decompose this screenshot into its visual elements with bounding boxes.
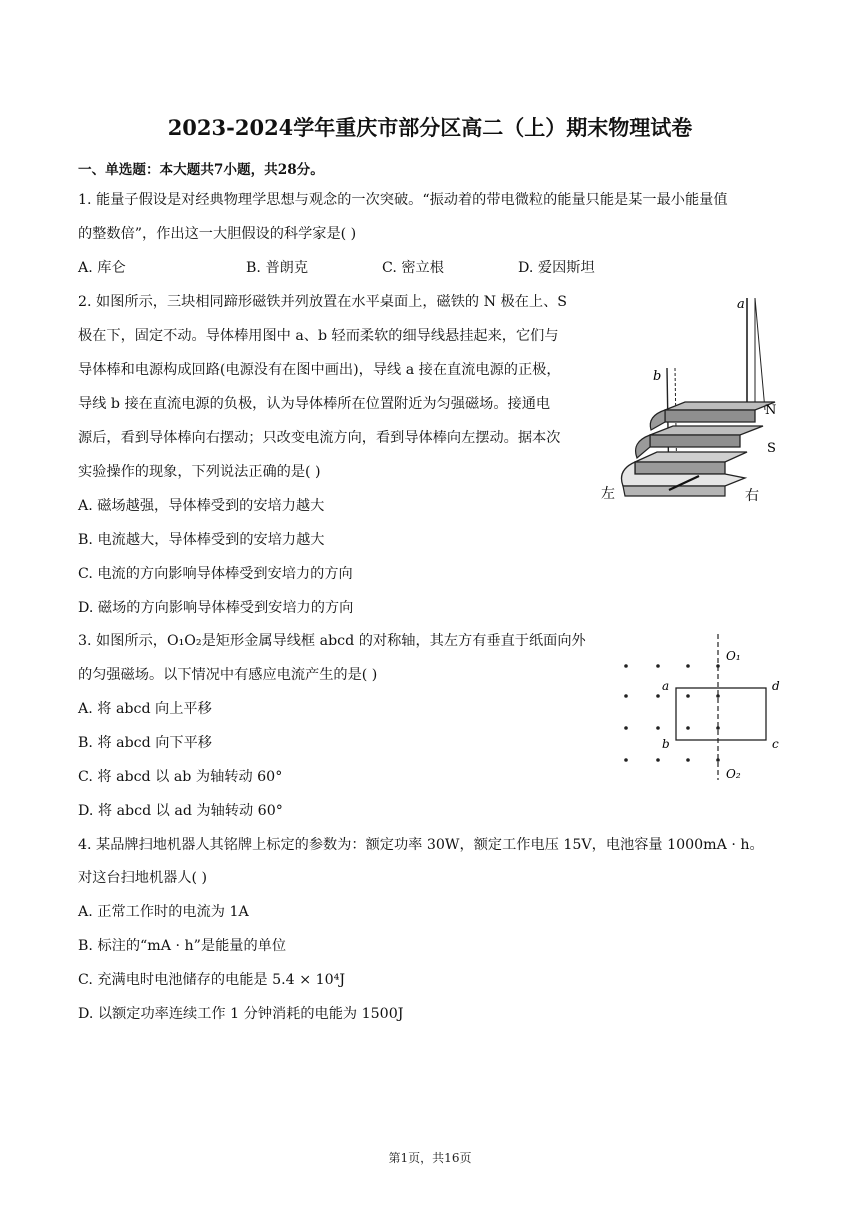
section-heading: 一、单选题：本大题共7小题，共28分。 [78, 162, 324, 178]
label-corner-b: b [662, 737, 670, 751]
q2-stem-line-1: 2. 如图所示，三块相同蹄形磁铁并列放置在水平桌面上，磁铁的 N 极在上、S [78, 294, 568, 310]
q2-stem-line-3: 导体棒和电源构成回路(电源没有在图中画出)，导线 a 接在直流电源的正极， [78, 362, 561, 378]
label-corner-c: c [772, 737, 779, 751]
q4-stem-line-2: 对这台扫地机器人( ) [78, 870, 208, 886]
q1-option-b: B. 普朗克 [246, 260, 309, 276]
q3-option-b: B. 将 abcd 向下平移 [78, 735, 212, 751]
q2-stem-line-4: 导线 b 接在直流电源的负极，认为导体棒所在位置附近为匀强磁场。接通电 [78, 396, 551, 412]
q1-stem-line-1: 1. 能量子假设是对经典物理学思想与观念的一次突破。“振动着的带电微粒的能量只能是某一最小能量值 [78, 192, 728, 208]
q3-option-c: C. 将 abcd 以 ab 为轴转动 60° [78, 769, 283, 785]
label-o1: O₁ [726, 649, 741, 663]
q2-stem-line-2: 极在下，固定不动。导体棒用图中 a、b 轻而柔软的细导线悬挂起来，它们与 [78, 328, 559, 344]
q3-stem-line-1: 3. 如图所示，O₁O₂是矩形金属导线框 abcd 的对称轴，其左方有垂直于纸面向外 [78, 633, 586, 649]
q4-option-b: B. 标注的“mA · h”是能量的单位 [78, 938, 287, 954]
q2-option-b: B. 电流越大，导体棒受到的安培力越大 [78, 532, 325, 548]
loop-figure [612, 630, 792, 790]
magnet-bottom [622, 452, 748, 496]
label-o2: O₂ [726, 767, 741, 781]
page-title: 2023-2024学年重庆市部分区高二（上）期末物理试卷 [167, 115, 693, 140]
q4-option-c: C. 充满电时电池储存的电能是 5.4 × 10⁴J [78, 972, 346, 988]
field-dots [624, 664, 720, 762]
label-left: 左 [601, 486, 615, 502]
q1-option-c: C. 密立根 [382, 260, 444, 276]
label-corner-d: d [772, 679, 780, 693]
label-right: 右 [745, 488, 759, 504]
q4-stem-line-1: 4. 某品牌扫地机器人其铭牌上标定的参数为：额定功率 30W，额定工作电压 15V，电池容量 1000mA · h。 [78, 837, 764, 853]
q2-stem-line-5: 源后，看到导体棒向右摆动；只改变电流方向，看到导体棒向左摆动。据本次 [78, 430, 561, 446]
q1-option-d: D. 爱因斯坦 [518, 260, 595, 276]
label-s: S [767, 441, 776, 456]
q2-option-a: A. 磁场越强，导体棒受到的安培力越大 [78, 498, 325, 514]
q2-option-c: C. 电流的方向影响导体棒受到安培力的方向 [78, 566, 353, 582]
q3-stem-line-2: 的匀强磁场。以下情况中有感应电流产生的是( ) [78, 667, 378, 683]
label-b: b [653, 369, 662, 384]
q2-stem-line-6: 实验操作的现象，下列说法正确的是( ) [78, 464, 321, 480]
label-n: N [765, 403, 777, 418]
q4-option-d: D. 以额定功率连续工作 1 分钟消耗的电能为 1500J [78, 1006, 404, 1022]
q1-option-a: A. 库仑 [78, 260, 126, 276]
magnet-figure [595, 290, 785, 512]
label-a: a [737, 297, 745, 312]
q1-stem-line-2: 的整数倍”，作出这一大胆假设的科学家是( ) [78, 226, 357, 242]
q3-option-a: A. 将 abcd 向上平移 [78, 701, 212, 717]
q2-option-d: D. 磁场的方向影响导体棒受到安培力的方向 [78, 600, 354, 616]
q3-option-d: D. 将 abcd 以 ad 为轴转动 60° [78, 803, 283, 819]
label-corner-a: a [662, 679, 670, 693]
q4-option-a: A. 正常工作时的电流为 1A [78, 904, 249, 920]
page-footer: 第1页，共16页 [388, 1151, 472, 1165]
